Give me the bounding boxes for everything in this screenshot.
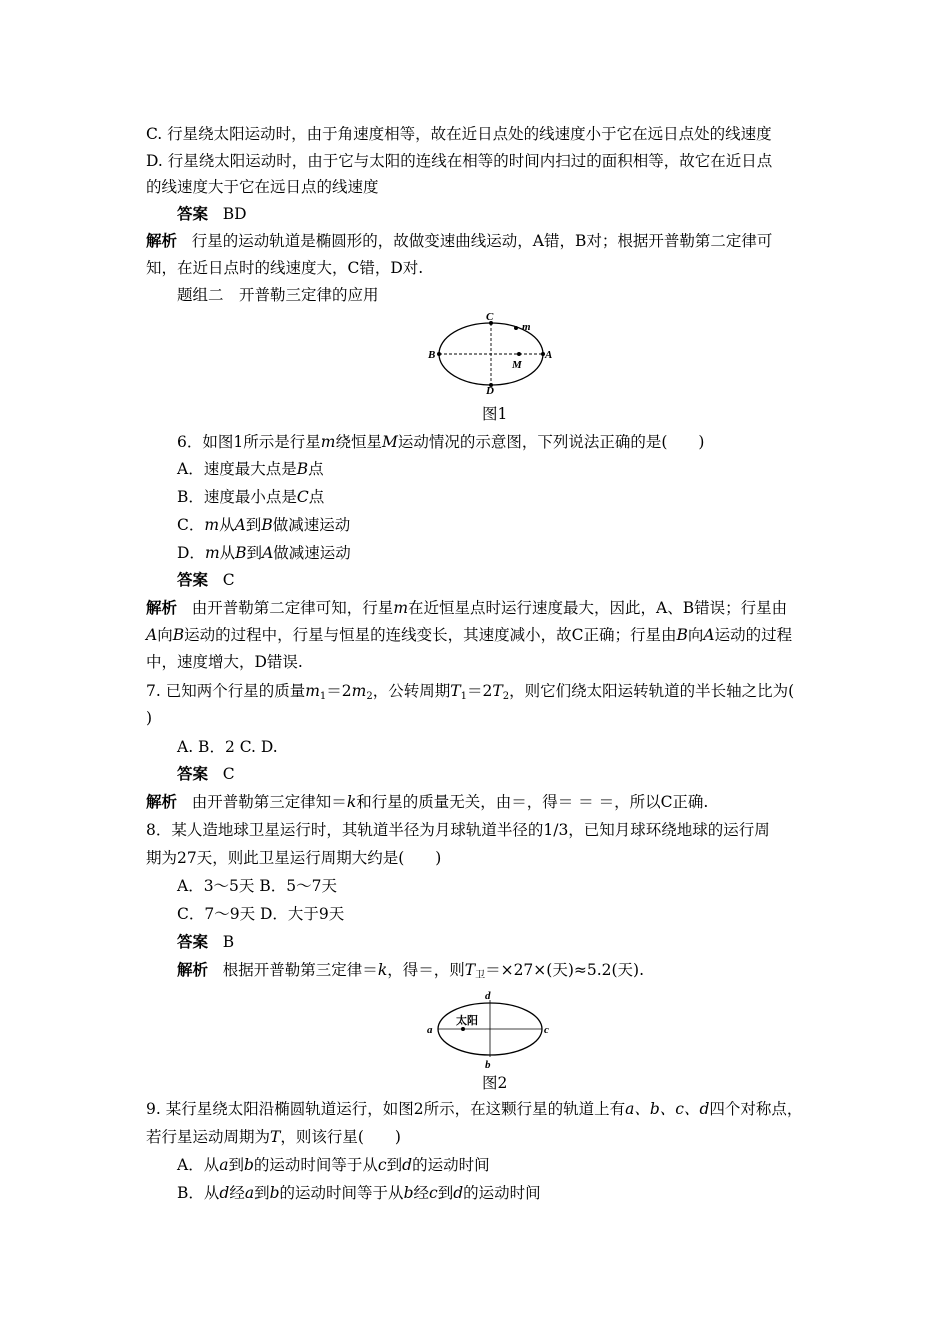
label-a: A xyxy=(545,349,553,361)
question-6-option-d: D．m从B到A做减速运动 xyxy=(177,544,351,562)
question-7-stem: 7. 已知两个行星的质量$m_1=2m_2$，公转周期$T_1=2T_2$，则它们绕太阳运转轨道的半长轴之比为( xyxy=(146,682,795,702)
figure-1-ellipse-diagram xyxy=(420,310,560,395)
label-b: B xyxy=(428,349,436,361)
explanation-q6-line2: A向B运动的过程中，行星与恒星的连线变长，其速度减小，故C正确；行星由B向A运动的过程 xyxy=(146,626,793,644)
label-sun: 太阳 xyxy=(456,1015,478,1027)
question-8-options-ab: A．3～5天 B．5～7天 xyxy=(177,877,337,895)
question-6-option-a: A．速度最大点是B点 xyxy=(177,460,324,478)
explanation-q7: 解析 由开普勒第三定律知＝k和行星的质量无关，由＝，得＝ ＝ ＝，所以C正确. xyxy=(146,792,709,811)
question-7-options: A. B．2 C. D. xyxy=(177,738,278,756)
answer-value: BD xyxy=(222,205,247,223)
label-c: c xyxy=(544,1024,549,1036)
answer-label: 答案 xyxy=(177,764,209,783)
question-9-option-a: A．从a到b的运动时间等于从c到d的运动时间 xyxy=(177,1156,490,1174)
answer-q7 xyxy=(177,764,235,784)
explanation-q6-line3: 中，速度增大，D错误. xyxy=(146,653,303,671)
label-star-m: M xyxy=(512,359,522,371)
group-heading: 题组二 开普勒三定律的应用 xyxy=(177,286,379,304)
explanation-label: 解析 xyxy=(177,960,209,979)
label-d: D xyxy=(486,385,494,395)
question-9-stem: 9. 某行星绕太阳沿椭圆轨道运行，如图2所示，在这颗行星的轨道上有a、b、c、d四个对称点， xyxy=(146,1100,803,1118)
figure-2-caption: 图2 xyxy=(482,1074,508,1092)
answer-q5 xyxy=(177,204,247,224)
question-7-stem-cont: ) xyxy=(146,709,153,727)
label-m: m xyxy=(522,321,531,333)
answer-label: 答案 xyxy=(177,204,209,223)
answer-value: C xyxy=(222,765,235,783)
question-9-stem-cont: 若行星运动周期为T，则该行星( ) xyxy=(146,1128,401,1146)
answer-value: C xyxy=(222,571,235,589)
question-8-stem: 8．某人造地球卫星运行时，其轨道半径为月球轨道半径的1/3，已知月球环绕地球的运行周 xyxy=(146,821,770,839)
figure-2-ellipse-diagram xyxy=(422,986,560,1070)
question-6-option-c: C．m从A到B做减速运动 xyxy=(177,516,351,534)
explanation-q8: 解析 根据开普勒第三定律＝k，得＝，则$T_卫=\times 27\times$(天)≈5.2(天). xyxy=(177,960,645,981)
label-a: a xyxy=(427,1024,433,1036)
answer-q6 xyxy=(177,570,235,590)
figure-1-caption: 图1 xyxy=(482,405,508,423)
point-b-dot xyxy=(437,352,441,356)
line-option-c: C. 行星绕太阳运动时，由于角速度相等，故在近日点处的线速度小于它在远日点处的线速度 xyxy=(146,125,772,143)
point-m-dot xyxy=(514,326,518,330)
label-d: d xyxy=(485,990,491,1002)
label-c: C xyxy=(486,311,494,323)
question-6-option-b: B．速度最小点是C点 xyxy=(177,488,325,506)
explanation-q5-line1 xyxy=(146,231,772,251)
explanation-q5-line2: 知，在近日点时的线速度大，C错，D对. xyxy=(146,259,424,277)
answer-label: 答案 xyxy=(177,932,209,951)
star-m-dot xyxy=(517,352,521,356)
label-b: b xyxy=(485,1059,491,1070)
explanation-q6-line1: 解析 由开普勒第二定律可知，行星m在近恒星点时运行速度最大，因此，A、B错误；行星由 xyxy=(146,598,788,617)
question-9-option-b: B．从d经a到b的运动时间等于从b经c到d的运动时间 xyxy=(177,1184,541,1202)
question-6-stem: 6．如图1所示是行星m绕恒星M运动情况的示意图，下列说法正确的是( ) xyxy=(177,433,705,451)
explanation-text: 行星的运动轨道是椭圆形的，故做变速曲线运动，A错，B对；根据开普勒第二定律可 xyxy=(191,232,773,250)
answer-label: 答案 xyxy=(177,570,209,589)
answer-q8 xyxy=(177,932,234,952)
answer-value: B xyxy=(222,933,235,951)
question-8-options-cd: C．7～9天 D．大于9天 xyxy=(177,905,345,923)
explanation-label: 解析 xyxy=(146,231,178,250)
line-option-d-cont: 的线速度大于它在远日点的线速度 xyxy=(146,178,379,196)
line-option-d: D. 行星绕太阳运动时，由于它与太阳的连线在相等的时间内扫过的面积相等，故它在近日点 xyxy=(146,152,773,170)
sun-dot xyxy=(461,1027,465,1031)
explanation-label: 解析 xyxy=(146,598,178,617)
explanation-label: 解析 xyxy=(146,792,178,811)
question-8-stem-cont: 期为27天，则此卫星运行周期大约是( ) xyxy=(146,849,442,867)
